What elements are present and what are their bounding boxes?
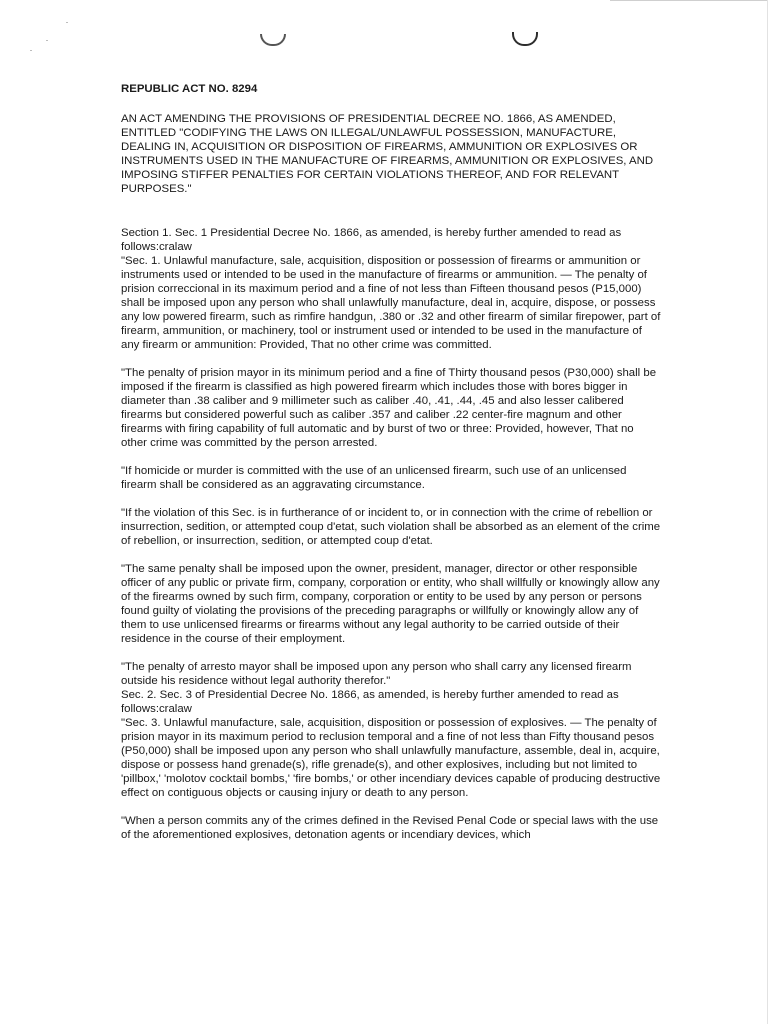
paragraph-owner-penalty: "The same penalty shall be imposed upon the owner, president, manager, director or other responsible officer of any public or private firm, company, corporation or entity, who shall willfully or knowingly allow any of the firearms owned by such firm, company, corporation or entity to be used by any person or persons found guilty of violating the provisions of the preceding paragraphs or willfully or knowingly allow any of them to use unlicensed firearms or firearms without any legal authority to be carried outside of their residence in the course of their employment. (121, 563, 660, 645)
act-subtitle: AN ACT AMENDING THE PROVISIONS OF PRESIDENTIAL DECREE NO. 1866, AS AMENDED, ENTITLED "CODIFYING THE LAWS ON ILLEGAL/UNLAWFUL POSSESSION, MANUFACTURE, DEALING IN, ACQUISITION OR DISPOSITION OF FIREARMS, AMMUNITION OR EXPLOSIVES OR INSTRUMENTS USED IN THE MANUFACTURE OF FIREARMS, AMMUNITION OR EXPLOSIVES, AND IMPOSING STIFFER PENALTIES FOR CERTAIN VIOLATIONS THEREOF, AND FOR RELEVANT PURPOSES." (121, 113, 654, 195)
scan-speck (30, 50, 32, 51)
punch-hole-left (260, 34, 286, 46)
paragraph-section-1: Section 1. Sec. 1 Presidential Decree No. 1866, as amended, is hereby further amended to read as follows:cralaw "Sec. 1. Unlawful manufacture, sale, acquisition, disposition or possession of firearms or ammunition or instruments used or intended to be used in the manufacture of firearms or ammunition. — The penalty of prision correccional in its maximum period and a fine of not less than Fifteen thousand pesos (P15,000) shall be imposed upon any person who shall unlawfully manufacture, deal in, acquire, dispose, or possess any low powered firearm, such as rimfire handgun, .380 or .32 and other firearm of similar firepower, part of firearm, ammunition, or machinery, tool or instrument used or intended to be used in the manufacture of any firearm or ammunition: Provided, That no other crime was committed. (121, 227, 661, 351)
act-title: REPUBLIC ACT NO. 8294 (121, 83, 258, 95)
paragraph-explosives-crimes: "When a person commits any of the crimes defined in the Revised Penal Code or special laws with the use of the aforementioned explosives, detonation agents or incendiary devices, which (121, 815, 659, 841)
paragraph-section-2: "The penalty of arresto mayor shall be imposed upon any person who shall carry any licensed firearm outside his residence without legal authority therefor." Sec. 2. Sec. 3 of Presidential Decree No. 1866, as amended, is hereby further amended to read as follows:cralaw "Sec. 3. Unlawful manufacture, sale, acquisition, disposition or possession of explosives. — The penalty of prision mayor in its maximum period to reclusion temporal and a fine of not less than Fifty thousand pesos (P50,000) shall be imposed upon any person who shall unlawfully manufacture, assemble, deal in, acquire, dispose or possess hand grenade(s), rifle grenade(s), and other explosives, including but not limited to 'pillbox,' 'molotov cocktail bombs,' 'fire bombs,' or other incendiary devices capable of producing destructive effect on contiguous objects or causing injury or death to any person. (121, 661, 661, 799)
punch-hole-right (512, 32, 538, 46)
document-body (121, 226, 661, 842)
document-content (121, 82, 661, 842)
paragraph-rebellion: "If the violation of this Sec. is in furtherance of or incident to, or in connection with the crime of rebellion or insurrection, sedition, or attempted coup d'etat, such violation shall be absorbed as an element of the crime of rebellion, or insurrection, sedition, or attempted coup d'etat. (121, 507, 661, 547)
scan-speck (66, 22, 68, 23)
paragraph-high-powered: "The penalty of prision mayor in its minimum period and a fine of Thirty thousand pesos (P30,000) shall be imposed if the firearm is classified as high powered firearm which includes those with bores bigger in diameter than .38 caliber and 9 millimeter such as caliber .40, .41, .44, .45 and also lesser calibered firearms but considered powerful such as caliber .357 and caliber .22 center-fire magnum and other firearms with firing capability of full automatic and by burst of two or three: Provided, however, That no other crime was committed by the person arrested. (121, 367, 657, 449)
scan-edge-top (610, 0, 768, 1)
scan-speck (46, 40, 48, 41)
paragraph-homicide: "If homicide or murder is committed with the use of an unlicensed firearm, such use of an unlicensed firearm shall be considered as an aggravating circumstance. (121, 465, 627, 491)
